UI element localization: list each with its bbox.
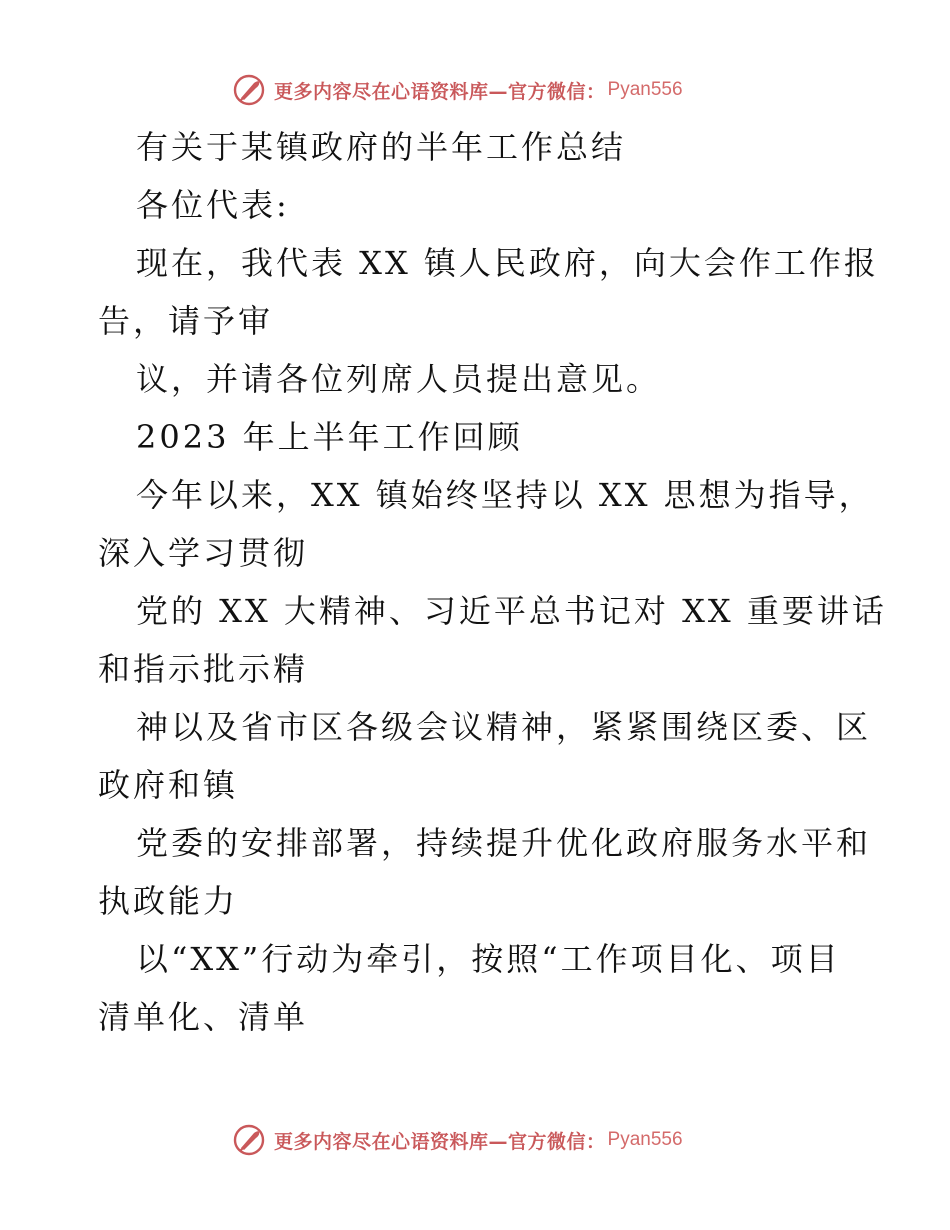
document-body (98, 118, 887, 1046)
text-line: 党的 XX 大精神、习近平总书记对 XX 重要讲话 (136, 592, 887, 630)
watermark-text: 更多内容尽在心语资料库—官方微信： (274, 1130, 606, 1153)
quill-logo-icon (232, 73, 266, 107)
text-line: 党委的安排部署，持续提升优化政府服务水平和 (136, 824, 872, 862)
text-line: 告，请予审 (98, 302, 274, 340)
text-line: 深入学习贯彻 (98, 534, 309, 572)
text-line: 清单化、清单 (98, 998, 309, 1036)
text-line: 政府和镇 (98, 766, 239, 804)
text-line: 各位代表: (136, 186, 290, 224)
watermark-wechat-id: Pyan556 (607, 1129, 683, 1150)
text-line: 以“XX”行动为牵引，按照“工作项目化、项目 (136, 940, 841, 978)
text-line: 议，并请各位列席人员提出意见。 (136, 360, 662, 398)
text-line: 和指示批示精 (98, 650, 309, 688)
text-line: 现在，我代表 XX 镇人民政府，向大会作工作报 (136, 244, 879, 282)
watermark-text: 更多内容尽在心语资料库—官方微信： (274, 80, 606, 103)
text-line: 神以及省市区各级会议精神，紧紧围绕区委、区 (136, 708, 872, 746)
text-line: 执政能力 (98, 882, 239, 920)
quill-logo-icon (232, 1123, 266, 1157)
text-line: 今年以来，XX 镇始终坚持以 XX 思想为指导， (136, 476, 874, 514)
text-line: 2023 年上半年工作回顾 (136, 418, 523, 456)
footer-watermark (232, 1120, 752, 1160)
watermark-wechat-id: Pyan556 (607, 79, 683, 100)
text-line: 有关于某镇政府的半年工作总结 (136, 128, 627, 166)
header-watermark (232, 70, 752, 110)
